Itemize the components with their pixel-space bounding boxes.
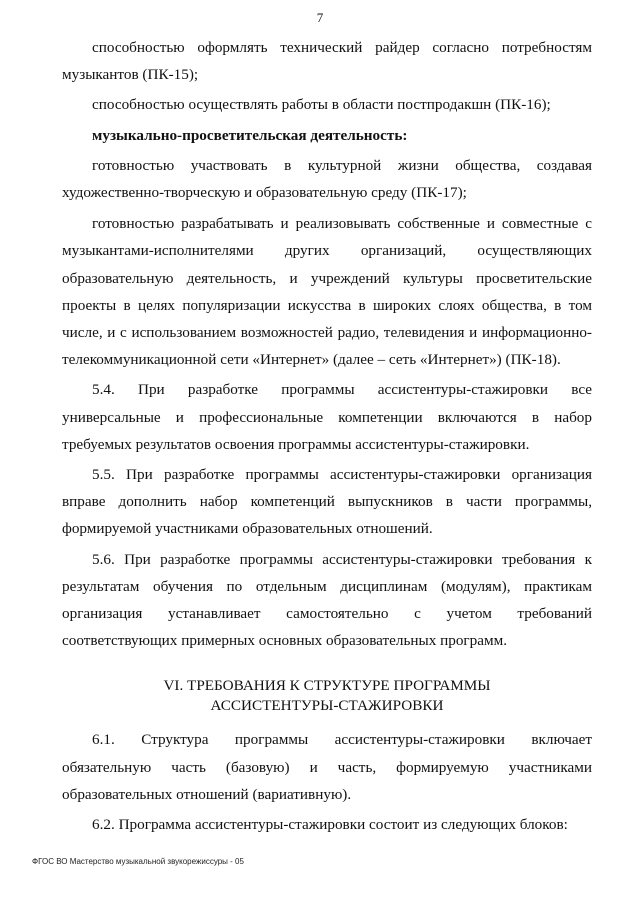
section-heading-line-1: VI. ТРЕБОВАНИЯ К СТРУКТУРЕ ПРОГРАММЫ — [163, 677, 491, 695]
subheading-educational-activity: музыкально-просветительская деятельность: — [92, 126, 408, 144]
paragraph-pk17: готовностью участвовать в культурной жизни общества, создавая художественно-творческую и образовательную среду (ПК-17); — [62, 156, 592, 202]
paragraph-5-4: 5.4. При разработке программы ассистентуры-стажировки все универсальные и профессиональные компетенции включаются в набор требуемых результатов освоения программы ассистентуры-стажировки. — [62, 381, 592, 453]
paragraph-5-6: 5.6. При разработке программы ассистентуры-стажировки требования к результатам обучения по отдельным дисциплинам (модулям), практикам организация устанавливает самостоятельно с учетом требований соответствующих примерных основных образовательных программ. — [62, 550, 592, 650]
paragraph-5-5: 5.5. При разработке программы ассистентуры-стажировки организация вправе дополнить набор компетенций выпускников в части программы, формируемой участниками образовательных отношений. — [62, 466, 592, 538]
paragraph-pk15: способностью оформлять технический райдер согласно потребностям музыкантов (ПК-15); — [62, 39, 592, 84]
paragraph-pk18: готовностью разрабатывать и реализовывать собственные и совместные с музыкантами-исполнителями других организаций, осуществляющих образовательную деятельность, и учреждений культуры просветительские проекты в целях популяризации искусства в широких слоях общества, в том числе, и с использованием возможностей радио, телевидения и информационно-телекоммуникационной сети «Интернет» (далее – сеть «Интернет») (ПК-18). — [62, 215, 592, 369]
page-footer: ФГОС ВО Мастерство музыкальной звукорежиссуры - 05 — [32, 857, 244, 866]
section-heading-line-2: АССИСТЕНТУРЫ-СТАЖИРОВКИ — [210, 697, 444, 715]
page-number: 7 — [316, 10, 324, 25]
paragraph-pk16: способностью осуществлять работы в области постпродакшн (ПК-16); — [92, 96, 551, 114]
section-heading-vi — [62, 676, 592, 716]
document-body — [62, 34, 592, 841]
paragraph-6-1: 6.1. Структура программы ассистентуры-стажировки включает обязательную часть (базовую) и часть, формируемую участниками образовательных отношений (вариативную). — [62, 731, 592, 803]
paragraph-6-2: 6.2. Программа ассистентуры-стажировки состоит из следующих блоков: — [92, 816, 568, 834]
